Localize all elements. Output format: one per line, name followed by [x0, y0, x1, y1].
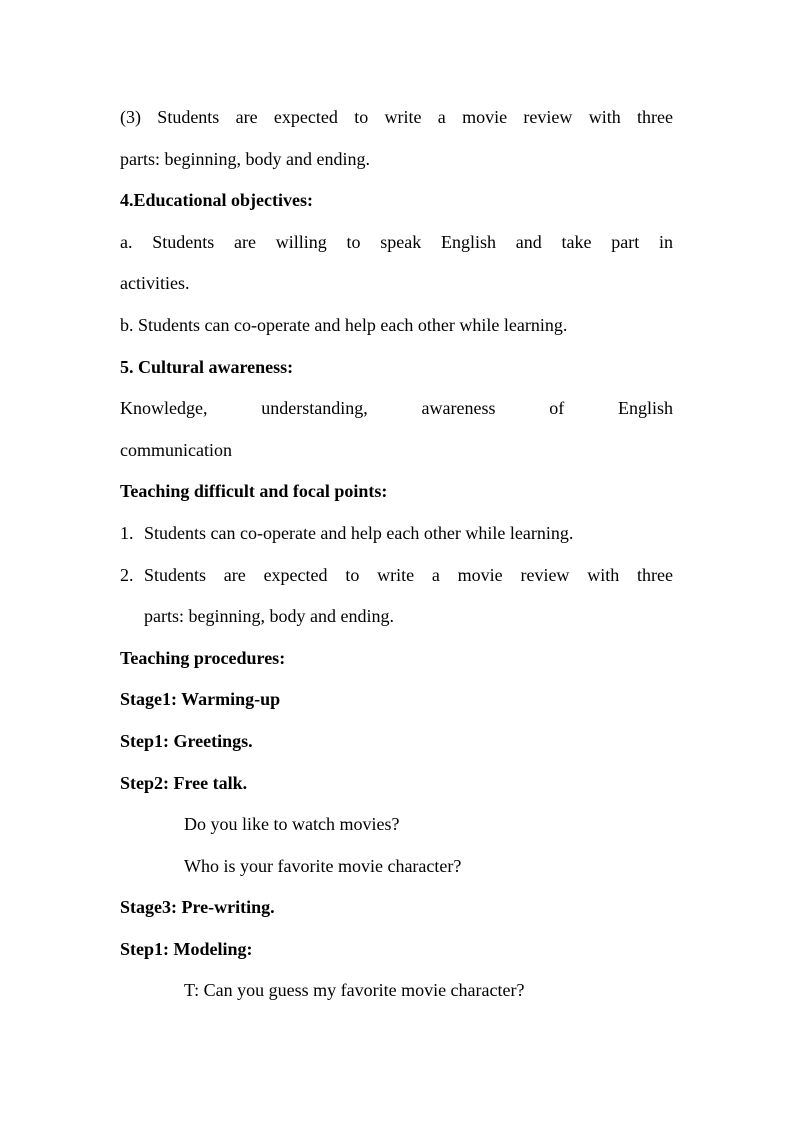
section-heading-educational: 4.Educational objectives:: [120, 190, 313, 211]
list-item: [120, 555, 673, 597]
objective-a-line: a. Students are willing to speak English and take part in: [120, 231, 673, 252]
cultural-line: Knowledge, understanding, awareness of English: [120, 398, 673, 419]
objective-b-line: b. Students can co-operate and help each other while learning.: [120, 314, 568, 335]
document-body: [120, 97, 673, 1012]
list-text: Students can co-operate and help each other while learning.: [144, 522, 574, 543]
dialog-question: Do you like to watch movies?: [184, 814, 400, 835]
list-item: [120, 513, 673, 555]
dialog-question: Who is your favorite movie character?: [184, 855, 462, 876]
stage-heading: Stage3: Pre-writing.: [120, 897, 275, 918]
step-heading: Step2: Free talk.: [120, 772, 248, 793]
cultural-line: communication: [120, 439, 232, 460]
list-number: 1.: [120, 522, 134, 543]
objective-a-line: activities.: [120, 273, 190, 294]
step-heading: Step1: Modeling:: [120, 938, 253, 959]
section-heading-procedures: Teaching procedures:: [120, 647, 286, 668]
dialog-line: T: Can you guess my favorite movie character?: [184, 980, 525, 1001]
stage-heading: Stage1: Warming-up: [120, 689, 281, 710]
list-number: 2.: [120, 564, 134, 585]
list-text: Students are expected to write a movie review with three: [144, 564, 673, 585]
paragraph-line: (3) Students are expected to write a movie review with three: [120, 107, 673, 127]
section-heading-difficult-points: Teaching difficult and focal points:: [120, 481, 388, 502]
section-heading-cultural: 5. Cultural awareness:: [120, 356, 294, 377]
list-text-continuation: parts: beginning, body and ending.: [144, 606, 394, 627]
paragraph-line: parts: beginning, body and ending.: [120, 148, 370, 169]
step-heading: Step1: Greetings.: [120, 730, 253, 751]
